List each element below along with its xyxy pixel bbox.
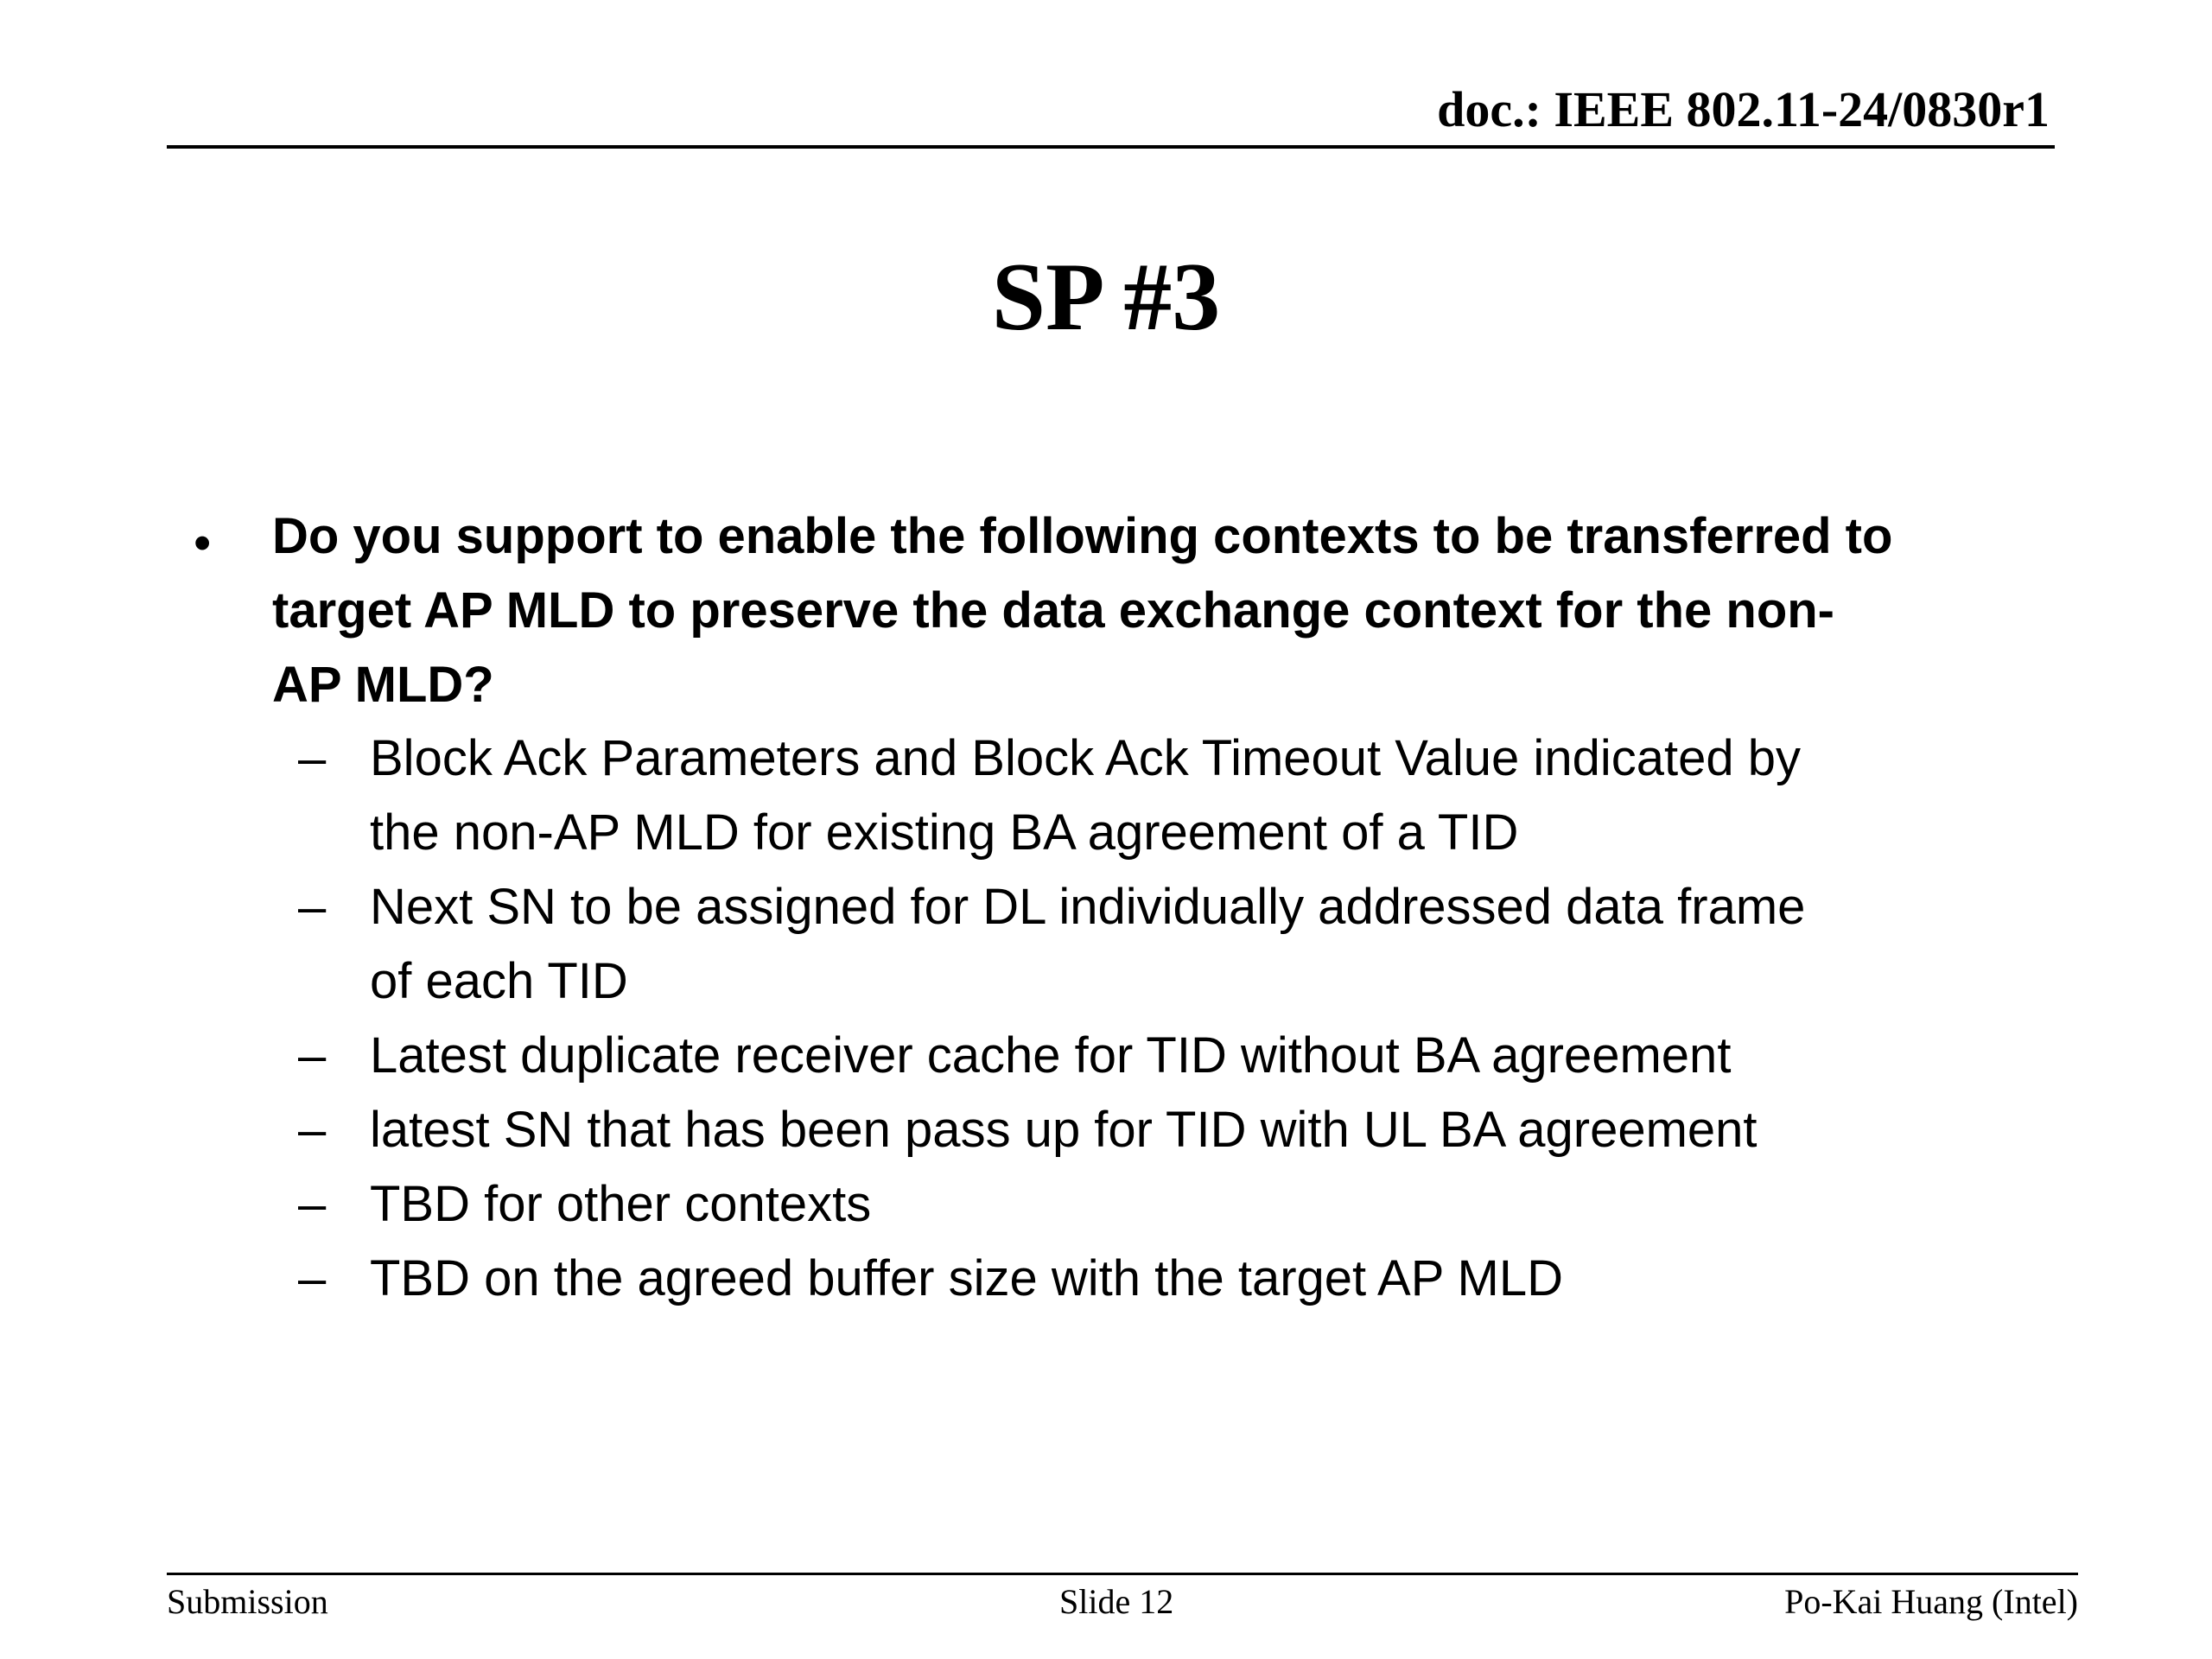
dash-marker: –: [298, 879, 327, 935]
footer-submission: Submission: [167, 1582, 328, 1621]
list-item-text: [370, 1019, 2212, 1093]
list-item-text: [370, 1242, 2212, 1316]
list-item-text: [370, 1167, 2212, 1242]
list-item-line: latest SN that has been pass up for TID with UL BA agreement: [370, 1102, 1758, 1158]
footer-author: Po-Kai Huang (Intel): [1784, 1582, 2078, 1621]
document-id: doc.: IEEE 802.11-24/0830r1: [1437, 81, 2050, 137]
list-item: [0, 1242, 2212, 1316]
slide-title: SP #3: [991, 244, 1221, 351]
list-item: [0, 1093, 2212, 1167]
context-list: [0, 721, 2212, 1316]
dash-marker: –: [298, 730, 327, 786]
list-item-line: TBD on the agreed buffer size with the target AP MLD: [370, 1250, 1563, 1306]
list-item-line: Block Ack Parameters and Block Ack Timeout Value indicated by: [370, 730, 1801, 786]
list-item-line: of each TID: [370, 953, 628, 1009]
question-line: AP MLD?: [272, 657, 494, 713]
dash-marker: –: [298, 1250, 327, 1306]
list-item-line: the non-AP MLD for existing BA agreement of a TID: [370, 804, 1519, 861]
list-item-text: [370, 870, 2212, 1019]
list-item: [0, 721, 2212, 870]
list-item-line: Latest duplicate receiver cache for TID without BA agreement: [370, 1027, 1732, 1084]
footer-slide-number: Slide 12: [1059, 1582, 1174, 1621]
footer-divider: [167, 1573, 2078, 1575]
list-item-line: Next SN to be assigned for DL individually addressed data frame: [370, 879, 1806, 935]
list-item-text: [370, 721, 2212, 870]
list-item-text: [370, 1093, 2212, 1167]
dash-marker: –: [298, 1027, 327, 1084]
dash-marker: –: [298, 1102, 327, 1158]
question-line: Do you support to enable the following contexts to be transferred to: [272, 508, 1893, 564]
question-line: target AP MLD to preserve the data exchange context for the non-: [272, 582, 1834, 639]
list-item: [0, 1019, 2212, 1093]
bullet-marker: •: [194, 515, 212, 571]
question-text: [272, 499, 2087, 722]
list-item: [0, 870, 2212, 1019]
list-item-line: TBD for other contexts: [370, 1176, 872, 1232]
dash-marker: –: [298, 1176, 327, 1232]
list-item: [0, 1167, 2212, 1242]
